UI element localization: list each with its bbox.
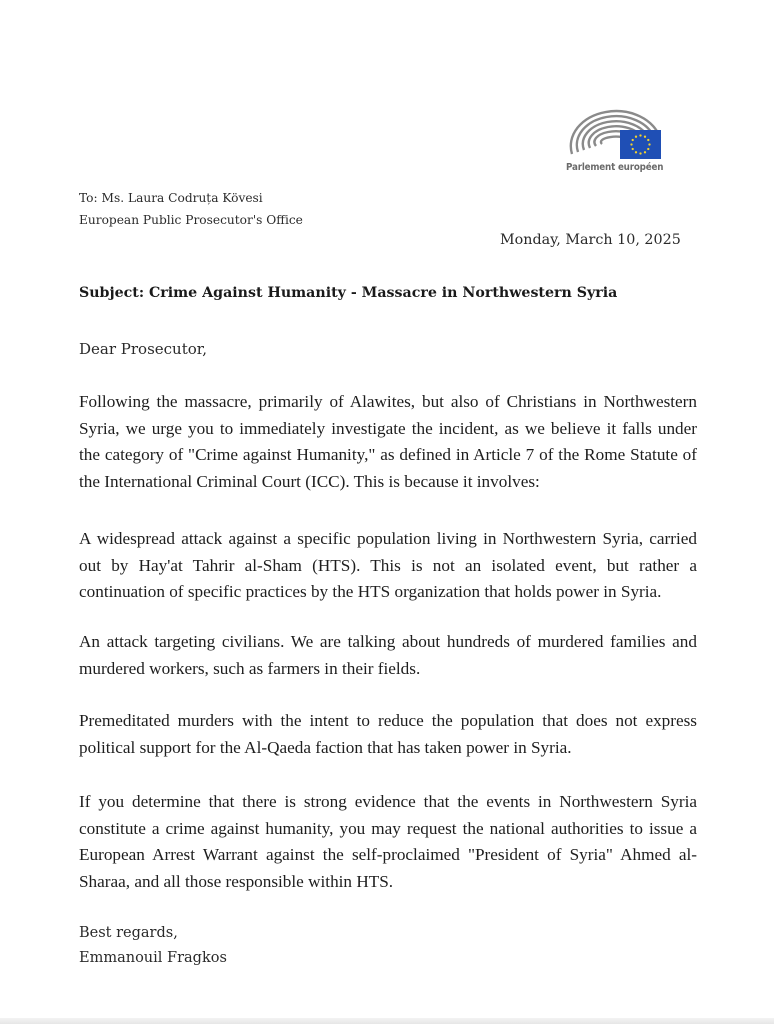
body-paragraph: Following the massacre, primarily of Alawites, but also of Christians in Northwestern Syria, we urge you to immediately investigate the incident, as we believe it falls under the category of "Crime against Humanity," as defined in Article 7 of the Rome Statute of the International Criminal Court (ICC). This is because it involves: bbox=[79, 392, 697, 491]
salutation: Dear Prosecutor, bbox=[79, 340, 208, 358]
valediction: Best regards, bbox=[79, 925, 178, 941]
body-paragraph: A widespread attack against a specific population living in Northwestern Syria, carried out by Hay'at Tahrir al-Sham (HTS). This is not an isolated event, but rather a continuation of specific practices by the HTS organization that holds power in Syria. bbox=[79, 529, 697, 601]
letter-date: Monday, March 10, 2025 bbox=[500, 232, 681, 248]
closing-block bbox=[79, 921, 227, 971]
eu-star-icon bbox=[639, 134, 641, 136]
body-paragraph: If you determine that there is strong evidence that the events in Northwestern Syria constitute a crime against humanity, you may request the national authorities to issue a European Arrest Warrant against the self-proclaimed "President of Syria" Ahmed al-Sharaa, and all those responsible within HTS. bbox=[79, 792, 697, 891]
eu-star-icon bbox=[632, 139, 634, 141]
eu-star-icon bbox=[648, 143, 650, 145]
body-paragraph: Premeditated murders with the intent to reduce the population that does not express political support for the Al-Qaeda faction that has taken power in Syria. bbox=[79, 711, 697, 757]
recipient-block bbox=[79, 187, 303, 231]
eu-star-icon bbox=[630, 143, 632, 145]
eu-star-icon bbox=[647, 139, 649, 141]
recipient-office: European Public Prosecutor's Office bbox=[79, 213, 303, 227]
signatory-name: Emmanouil Fragkos bbox=[79, 950, 227, 966]
eu-star-icon bbox=[644, 136, 646, 138]
recipient-name: To: Ms. Laura Codruța Kövesi bbox=[79, 191, 263, 205]
eu-star-icon bbox=[647, 148, 649, 150]
logo-caption: Parlement européen bbox=[566, 162, 664, 173]
european-parliament-logo bbox=[566, 108, 666, 180]
eu-star-icon bbox=[639, 152, 641, 154]
eu-star-icon bbox=[632, 148, 634, 150]
body-paragraph: An attack targeting civilians. We are talking about hundreds of murdered families and murdered workers, such as farmers in their fields. bbox=[79, 632, 697, 678]
eu-star-icon bbox=[635, 136, 637, 138]
eu-star-icon bbox=[644, 151, 646, 153]
hemicycle-icon bbox=[566, 108, 666, 162]
page-bottom-edge bbox=[0, 1018, 774, 1024]
subject-line: Subject: Crime Against Humanity - Massacre in Northwestern Syria bbox=[79, 285, 618, 301]
eu-star-icon bbox=[635, 151, 637, 153]
